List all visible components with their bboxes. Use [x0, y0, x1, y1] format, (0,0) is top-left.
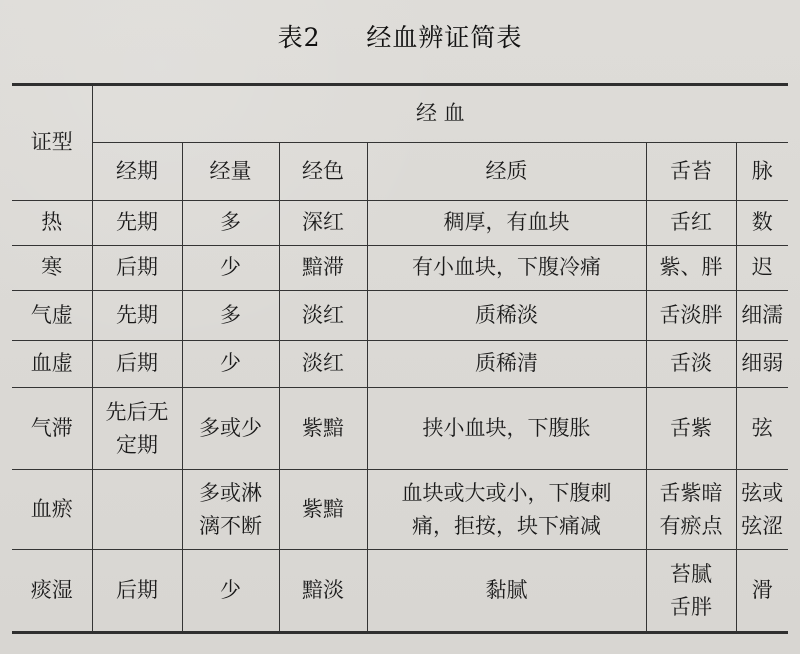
jing-xue-header: 经 血 [92, 85, 788, 143]
pulse-cell: 弦 [736, 388, 788, 470]
tongue-lines [660, 477, 723, 542]
syndrome-type-cell: 气滞 [12, 388, 92, 470]
tongue-line-2: 舌胖 [670, 594, 712, 619]
pulse-cell: 细弱 [736, 341, 788, 388]
color-cell: 深红 [279, 201, 367, 246]
table-row [12, 470, 788, 550]
quality-lines [402, 477, 612, 542]
volume-cell: 少 [182, 246, 279, 291]
period-cell: 先期 [92, 201, 182, 246]
volume-cell: 多或少 [182, 388, 279, 470]
syndrome-type-cell: 气虚 [12, 291, 92, 341]
table-row [12, 201, 788, 246]
header-row-columns [12, 143, 788, 201]
pulse-cell: 数 [736, 201, 788, 246]
tongue-lines [670, 558, 712, 623]
tongue-cell [646, 470, 736, 550]
volume-cell: 多 [182, 291, 279, 341]
quality-cell: 黏腻 [367, 550, 646, 633]
pulse-lines [741, 477, 783, 542]
tongue-cell: 舌紫 [646, 388, 736, 470]
table-row [12, 246, 788, 291]
volume-line-2: 漓不断 [199, 513, 262, 538]
syndrome-type-cell: 血瘀 [12, 470, 92, 550]
table-container [12, 83, 788, 631]
syndrome-type-cell: 痰湿 [12, 550, 92, 633]
period-cell: 后期 [92, 246, 182, 291]
tongue-cell: 舌淡 [646, 341, 736, 388]
quality-cell: 有小血块，下腹冷痛 [367, 246, 646, 291]
table-title: 经血辨证简表 [366, 23, 523, 52]
table-row [12, 341, 788, 388]
tongue-line-1: 苔腻 [670, 561, 712, 586]
period-cell [92, 470, 182, 550]
volume-line-1: 多或淋 [199, 480, 262, 505]
tongue-line-1: 舌紫暗 [659, 480, 723, 505]
pulse-line-1: 弦或 [741, 480, 784, 505]
period-line-2: 定期 [116, 432, 158, 457]
volume-cell: 少 [182, 550, 279, 633]
column-header-quality: 经质 [367, 143, 646, 201]
syndrome-type-header: 证型 [12, 85, 92, 201]
period-cell: 后期 [92, 550, 182, 633]
table-caption [0, 18, 800, 54]
syndrome-type-cell: 血虚 [12, 341, 92, 388]
header-row-top [12, 85, 788, 143]
pulse-cell [736, 470, 788, 550]
period-cell: 先期 [92, 291, 182, 341]
column-header-pulse: 脉 [736, 143, 788, 201]
color-cell: 淡红 [279, 291, 367, 341]
color-cell: 黯淡 [279, 550, 367, 633]
period-cell [92, 388, 182, 470]
column-header-period: 经期 [92, 143, 182, 201]
period-cell: 后期 [92, 341, 182, 388]
quality-cell: 稠厚，有血块 [367, 201, 646, 246]
volume-cell: 多 [182, 201, 279, 246]
volume-lines [199, 477, 262, 542]
pulse-cell: 迟 [736, 246, 788, 291]
pulse-cell: 细濡 [736, 291, 788, 341]
column-header-color: 经色 [279, 143, 367, 201]
color-cell: 紫黯 [279, 388, 367, 470]
tongue-cell: 紫、胖 [646, 246, 736, 291]
quality-cell: 挟小血块，下腹胀 [367, 388, 646, 470]
syndrome-type-cell: 热 [12, 201, 92, 246]
tongue-cell: 舌红 [646, 201, 736, 246]
quality-line-2: 痛，拒按，块下痛减 [412, 513, 601, 538]
color-cell: 紫黯 [279, 470, 367, 550]
pulse-cell: 滑 [736, 550, 788, 633]
period-line-1: 先后无 [105, 399, 169, 424]
table-number: 表2 [277, 23, 321, 52]
quality-cell: 质稀清 [367, 341, 646, 388]
tongue-line-2: 有瘀点 [659, 513, 723, 538]
table-row [12, 550, 788, 633]
quality-line-1: 血块或大或小，下腹刺 [401, 480, 612, 505]
color-cell: 黯滞 [279, 246, 367, 291]
tongue-cell: 舌淡胖 [646, 291, 736, 341]
menstrual-syndrome-table [12, 83, 788, 634]
quality-cell [367, 470, 646, 550]
volume-cell: 少 [182, 341, 279, 388]
tongue-cell [646, 550, 736, 633]
quality-cell: 质稀淡 [367, 291, 646, 341]
table-row [12, 291, 788, 341]
color-cell: 淡红 [279, 341, 367, 388]
syndrome-type-cell: 寒 [12, 246, 92, 291]
pulse-line-2: 弦涩 [741, 513, 784, 538]
column-header-volume: 经量 [182, 143, 279, 201]
table-row [12, 388, 788, 470]
column-header-tongue: 舌苔 [646, 143, 736, 201]
volume-cell [182, 470, 279, 550]
period-lines [106, 396, 169, 461]
